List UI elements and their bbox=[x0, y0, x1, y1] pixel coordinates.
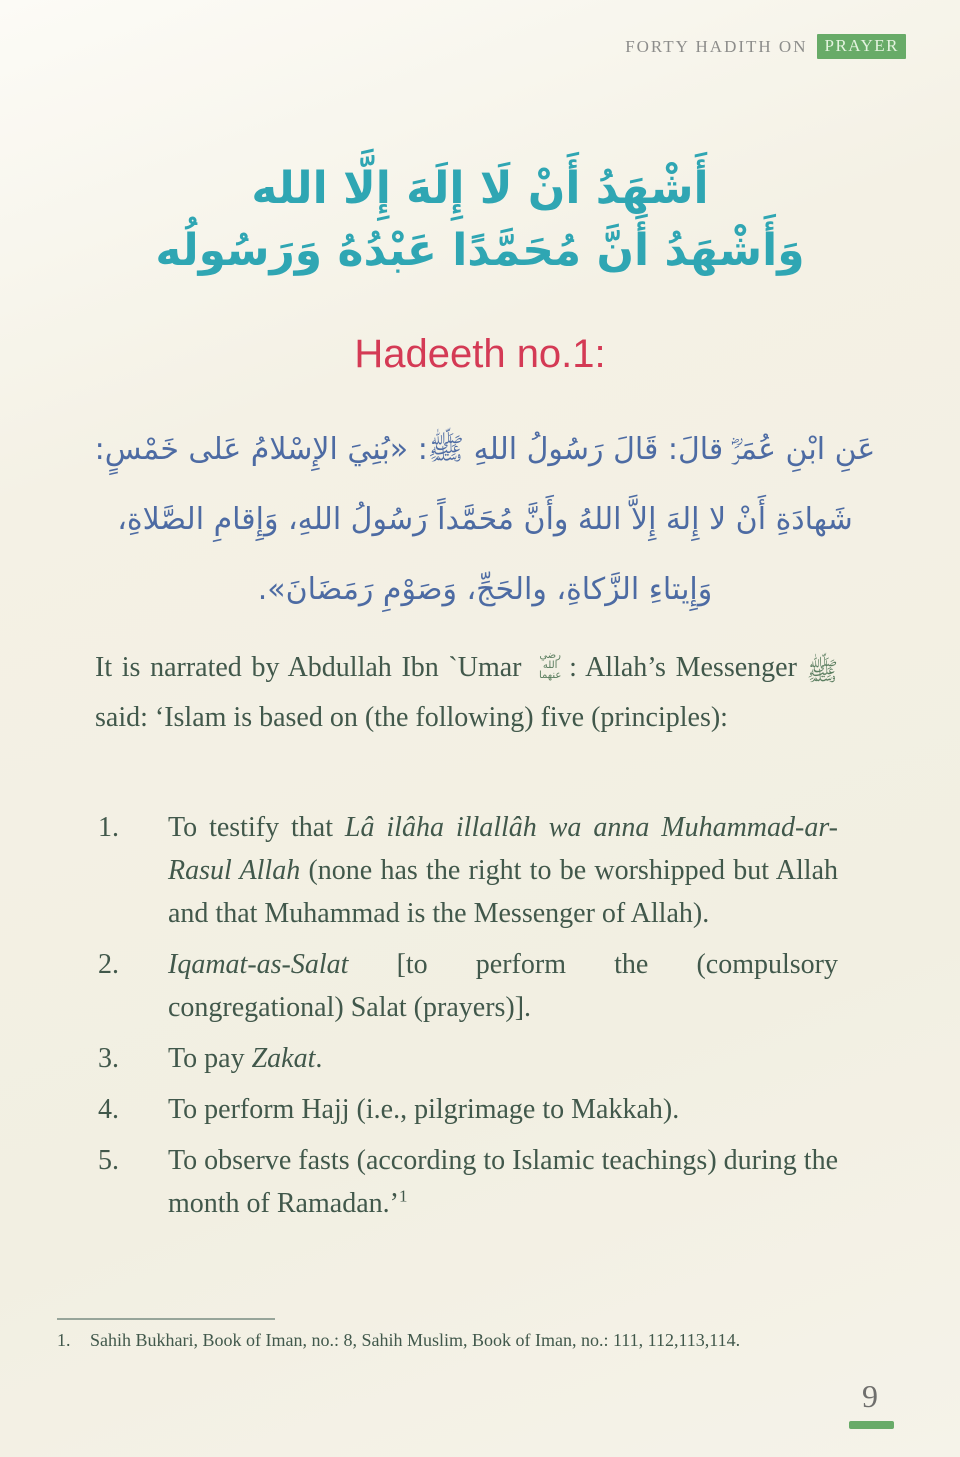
hadith-title: Hadeeth no.1: bbox=[354, 332, 606, 376]
arabic-line: شَهادَةِ أَنْ لا إِلهَ إِلاَّ اللهُ وأَنَّ مُحَمَّداً رَسُولُ اللهِ، وَإِقامِ الصَّلاةِ، bbox=[117, 502, 853, 537]
list-item bbox=[98, 943, 838, 1029]
list-item-text bbox=[168, 1139, 838, 1225]
text-segment: To observe fasts (according to Islamic teachings) during the month of Ramadan.’ bbox=[168, 1145, 838, 1219]
text-segment: To testify that bbox=[168, 812, 345, 843]
list-item bbox=[98, 806, 838, 935]
footnote-ref: 1 bbox=[398, 1186, 408, 1206]
arabic-line: وَإِيتاءِ الزَّكاةِ، والحَجِّ، وَصَوْمِ رَمَضَانَ». bbox=[257, 572, 713, 607]
list-item bbox=[98, 1139, 838, 1225]
text-segment: To perform Hajj (i.e., pilgrimage to Makkah). bbox=[168, 1094, 680, 1125]
honorific-medallion-ornament: رضي الله عنهما bbox=[538, 650, 562, 681]
shahada-calligraphy bbox=[0, 158, 960, 282]
running-header-title: FORTY HADITH ON bbox=[625, 36, 808, 56]
list-item-text bbox=[168, 1088, 838, 1131]
list-item-number: 3. bbox=[98, 1043, 119, 1074]
text-segment: : Allah’s Messenger bbox=[569, 652, 807, 683]
arabic-line: عَنِ ابْنِ عُمَرَؓ قالَ: قَالَ رَسُولُ اللهِ ﷺ: «بُنِيَ الإِسْلامُ عَلى خَمْسٍ: bbox=[94, 432, 876, 467]
list-item-number: 2. bbox=[98, 949, 119, 980]
footnote-marker: 1. bbox=[57, 1330, 71, 1350]
list-item-number: 4. bbox=[98, 1094, 119, 1125]
hadith-translation bbox=[95, 645, 838, 740]
footnote-divider bbox=[57, 1318, 275, 1320]
text-segment: Lâ ilâha illallâh wa anna Muhammad-ar-Rasul Allah bbox=[168, 812, 838, 886]
footnote-text: Sahih Bukhari, Book of Iman, no.: 8, Sahih Muslim, Book of Iman, no.: 111, 112,113,114. bbox=[90, 1330, 741, 1350]
list-item-number: 1. bbox=[98, 812, 119, 843]
footnote bbox=[57, 1328, 870, 1352]
list-item-text bbox=[168, 943, 838, 1029]
text-segment: Zakat bbox=[251, 1043, 316, 1074]
page-number-underline bbox=[849, 1421, 894, 1429]
honorific-saw-ornament: ﷺ bbox=[806, 657, 838, 687]
list-item-number: 5. bbox=[98, 1145, 119, 1176]
list-item-text bbox=[168, 806, 838, 935]
principles-list bbox=[98, 806, 838, 1233]
text-segment: It is narrated by Abdullah Ibn `Umar bbox=[95, 652, 532, 683]
list-item bbox=[98, 1037, 838, 1080]
running-header bbox=[625, 34, 906, 59]
text-segment: said: ‘Islam is based on (the following) five (principles): bbox=[95, 702, 728, 733]
arabic-hadith-text bbox=[85, 415, 885, 625]
page-number: 9 bbox=[862, 1378, 878, 1414]
running-header-highlight: PRAYER bbox=[817, 34, 906, 59]
calligraphy-line: أَشْهَدُ أَنْ لَا إِلَهَ إِلَّا الله bbox=[251, 163, 709, 214]
text-segment: (none has the right to be worshipped but Allah and that Muhammad is the Messenger of Allah). bbox=[168, 855, 839, 929]
text-segment: Iqamat-as-Salat bbox=[168, 949, 349, 980]
list-item bbox=[98, 1088, 838, 1131]
text-segment: . bbox=[315, 1043, 323, 1074]
text-segment: [to perform the (compulsory congregational) Salat (prayers)]. bbox=[168, 949, 838, 1023]
calligraphy-line: وَأَشْهَدُ أَنَّ مُحَمَّدًا عَبْدُهُ وَرَسُولُه bbox=[155, 225, 805, 276]
text-segment: To pay bbox=[168, 1043, 252, 1074]
list-item-text bbox=[168, 1037, 838, 1080]
